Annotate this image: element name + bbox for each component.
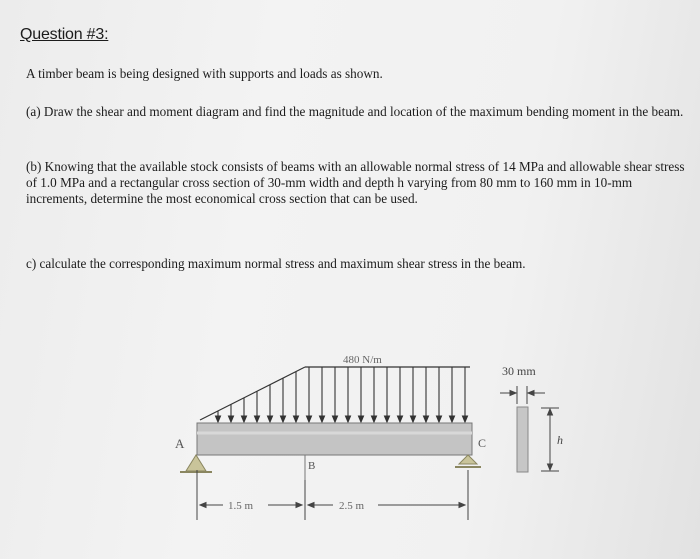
load-arrow-head xyxy=(346,416,351,422)
question-heading: Question #3: xyxy=(20,26,109,43)
load-arrow-head xyxy=(242,416,247,422)
depth-label: h xyxy=(557,433,563,447)
load-arrow-head xyxy=(281,416,286,422)
load-arrow-head xyxy=(398,416,403,422)
load-arrow-head xyxy=(411,416,416,422)
support-a xyxy=(180,455,212,472)
load-arrow-head xyxy=(294,416,299,422)
load-arrow-head xyxy=(450,416,455,422)
load-arrow-head xyxy=(372,416,377,422)
load-arrow-head xyxy=(385,416,390,422)
width-dimension xyxy=(500,386,545,404)
width-label: 30 mm xyxy=(502,364,536,378)
load-arrow-head xyxy=(307,416,312,422)
label-c: C xyxy=(478,436,487,450)
load-arrow-head xyxy=(359,416,364,422)
intro-text: A timber beam is being designed with supports and loads as shown. xyxy=(26,66,383,81)
load-ramp-line xyxy=(200,367,305,420)
load-arrow-head xyxy=(437,416,442,422)
span-ab-label: 1.5 m xyxy=(228,500,254,512)
part-a-text: (a) Draw the shear and moment diagram and find the magnitude and location of the maximum bending moment in the beam. xyxy=(26,104,684,119)
load-arrow-head xyxy=(333,416,338,422)
load-arrow-head xyxy=(229,416,234,422)
beam-figure xyxy=(0,330,700,559)
load-arrow-head xyxy=(463,416,468,422)
cross-section-rect xyxy=(517,407,528,472)
load-arrow-head xyxy=(320,416,325,422)
part-c-text: c) calculate the corresponding maximum normal stress and maximum shear stress in the beam. xyxy=(26,256,526,271)
load-arrow-head xyxy=(268,416,273,422)
beam xyxy=(197,423,472,455)
load-arrow-head xyxy=(216,416,221,422)
dimension-lines xyxy=(197,470,468,520)
label-a: A xyxy=(175,436,185,451)
label-b: B xyxy=(308,460,316,472)
part-b-text: (b) Knowing that the available stock consists of beams with an allowable normal stress of 14 MPa and allowable shear stress of 1.0 MPa and a rectangular cross section of 30-mm width and depth h varying from 80 mm to 160 mm in 10-mm increments, determine the most economical cross section that can be used. xyxy=(26,159,685,206)
span-bc-label: 2.5 m xyxy=(339,500,365,512)
load-arrow-head xyxy=(424,416,429,422)
load-arrows xyxy=(216,367,468,422)
load-label: 480 N/m xyxy=(343,354,382,366)
load-arrow-head xyxy=(255,416,260,422)
support-c xyxy=(455,455,481,467)
